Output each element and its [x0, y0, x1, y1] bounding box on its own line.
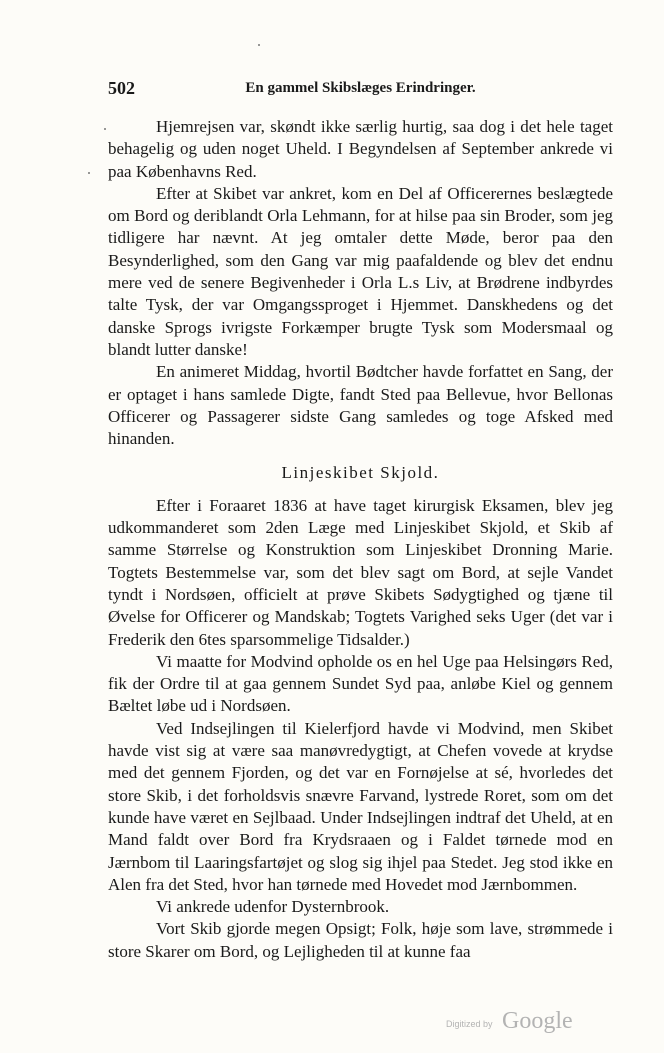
print-speck — [88, 172, 90, 174]
paragraph: Vort Skib gjorde megen Opsigt; Folk, høje som lave, strømmede i store Skarer om Bord, og Lejligheden til at kunne faa — [108, 919, 613, 961]
paragraph: Efter at Skibet var ankret, kom en Del af Officerernes beslægtede om Bord og deriblandt Orla Lehmann, for at hilse paa sin Broder, som jeg tidligere har nævnt. At jeg omtaler dette Møde, beror paa den Besynderlighed, som den Gang var mig paafaldende og blev det endnu mere ved de senere Begivenheder i Orla L.s Liv, at Brødrene indbyrdes talte Tysk, der var Omgangssproget i Hjemmet. Danskhedens og det danske Sprogs ivrigste Forkæmper brugte Tysk som Modersmaal og blandt lutter danske! — [108, 183, 613, 359]
paragraph: Efter i Foraaret 1836 at have taget kirurgisk Eksamen, blev jeg udkommanderet som 2den Læge med Linjeskibet Skjold, et Skib af samme Størrelse og Konstruktion som Linjeskibet Dronning Marie. Togtets Bestemmelse var, som det blev sagt om Bord, at sejle Vandet tyndt i Nordsøen, officielt at prøve Skibets Sødygtighed og tjæne til Øvelse for Officerer og Mandskab; Togtets Varighed seks Uger (det var i Frederik den 6tes sparsommelige Tidsalder.) — [108, 495, 613, 649]
paragraph: En animeret Middag, hvortil Bødtcher havde forfattet en Sang, der er optaget i hans samlede Digte, fandt Sted paa Bellevue, hvor Bellonas Officerer og Passagerer sidste Gang samledes og toge Afsked med hinanden. — [108, 362, 613, 449]
paragraph: Hjemrejsen var, skøndt ikke særlig hurtig, saa dog i det hele taget behagelig og uden noget Uheld. I Begyndelsen af September ankrede vi paa Københavns Red. — [108, 117, 613, 181]
page-header — [108, 78, 613, 100]
running-title: En gammel Skibslæges Erindringer. — [245, 80, 476, 96]
google-logo: Google — [502, 1008, 573, 1034]
paragraph: Ved Indsejlingen til Kielerfjord havde vi Modvind, men Skibet havde vist sig at være saa manøvredygtigt, at Chefen vovede at krydse med det gennem Fjorden, og det var en Fornøjelse at sé, hvorledes det store Skib, i det forholdsvis snævre Farvand, lystrede Roret, som om det kunde have været en Sejlbaad. Under Indsejlingen indtraf det Uheld, at en Mand faldt over Bord fra Krydsraaen og i Faldet tørnede mod en Jærnbom til Laaringsfartøjet og slog sig ihjel paa Stedet. Jeg stod ikke en Alen fra det Sted, hvor han tørnede med Hovedet mod Jærnbommen. — [108, 718, 613, 894]
paragraph: Vi maatte for Modvind opholde os en hel Uge paa Helsingørs Red, fik der Ordre til at gaa gennem Sundet Syd paa, anløbe Kiel og gennem Bæltet løbe ud i Nordsøen. — [108, 651, 613, 716]
paragraph: Vi ankrede udenfor Dysternbrook. — [156, 897, 390, 917]
section-heading: Linjeskibet Skjold. — [281, 463, 440, 483]
page-body — [108, 116, 613, 963]
page-number: 502 — [108, 78, 135, 98]
watermark-caption: Digitized by — [446, 1019, 493, 1029]
print-speck — [258, 44, 260, 46]
digitized-watermark — [446, 1008, 616, 1038]
print-speck — [104, 128, 106, 130]
